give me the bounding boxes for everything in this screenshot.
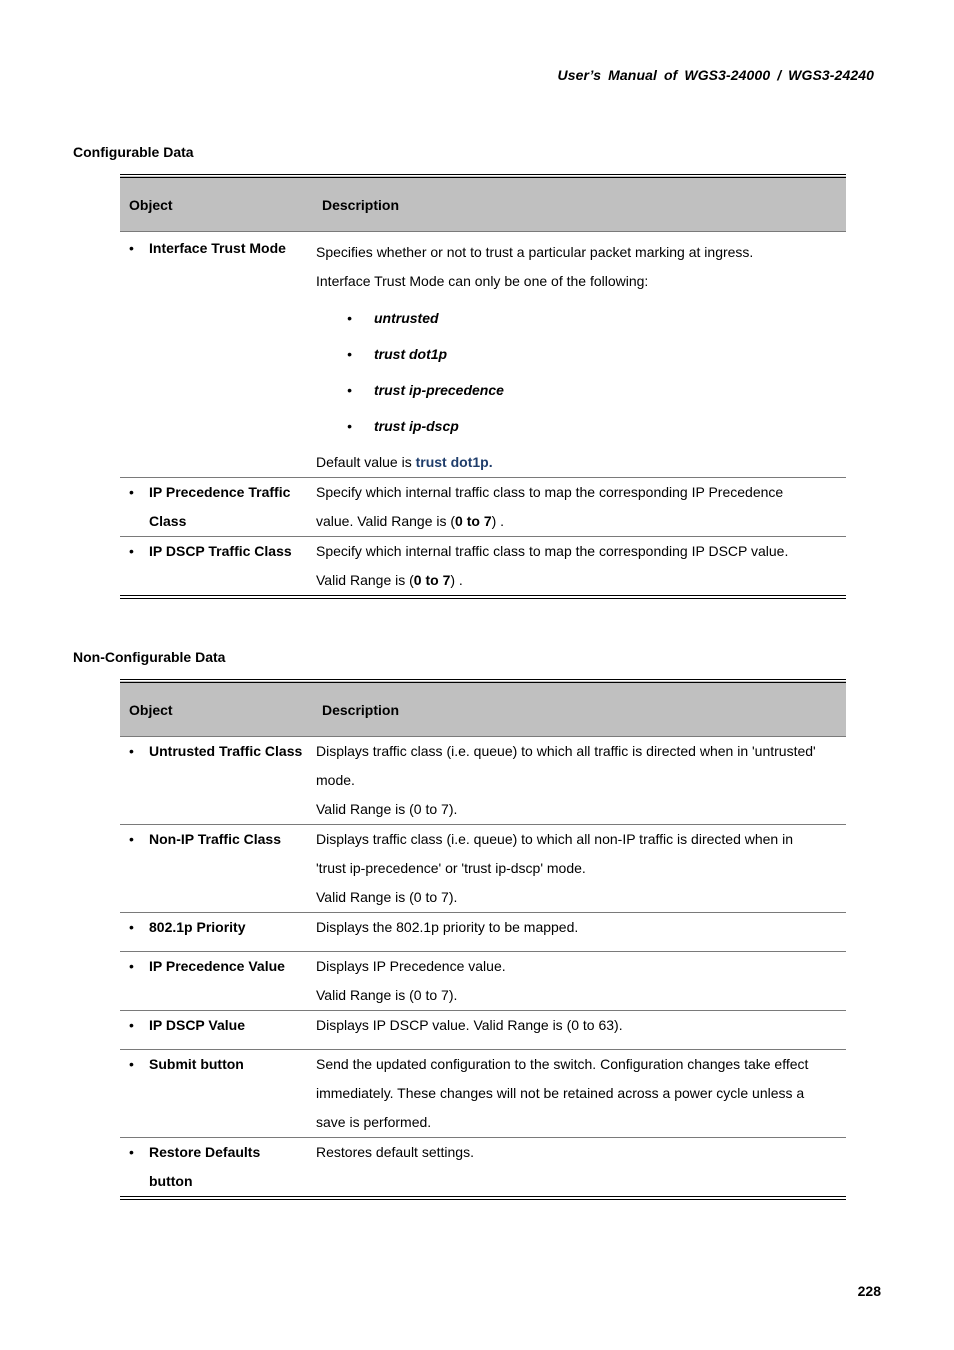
bullet-icon: • <box>129 958 134 974</box>
table-row <box>120 537 846 598</box>
column-header-description: Description <box>313 176 846 232</box>
table-row <box>120 1011 846 1050</box>
table-row <box>120 952 846 1011</box>
description-text: save is performed. <box>316 1114 432 1130</box>
description-text: Restores default settings. <box>316 1144 474 1160</box>
bullet-icon: • <box>347 417 352 434</box>
description-text: value. Valid Range is (0 to 7) . <box>316 513 505 529</box>
bullet-icon: • <box>347 309 352 326</box>
bullet-icon: • <box>347 381 352 398</box>
description-text: 'trust ip-precedence' or 'trust ip-dscp' mode. <box>316 860 586 876</box>
default-value-text: Default value is trust dot1p. <box>316 454 493 470</box>
bullet-icon: • <box>347 345 352 362</box>
description-text: Displays traffic class (i.e. queue) to which all traffic is directed when in 'untrusted' <box>316 743 816 759</box>
object-label: Non-IP Traffic Class <box>149 831 282 847</box>
column-header-description: Description <box>313 681 846 737</box>
list-item: • trust ip-precedence <box>316 372 840 408</box>
object-label: Submit button <box>149 1056 244 1072</box>
bullet-icon: • <box>129 1144 134 1160</box>
description-text: Displays traffic class (i.e. queue) to which all non-IP traffic is directed when in <box>316 831 793 847</box>
object-label: 802.1p Priority <box>149 919 246 935</box>
list-item: • untrusted <box>316 300 840 336</box>
object-label: Untrusted Traffic Class <box>149 743 303 759</box>
bullet-icon: • <box>129 543 134 559</box>
page-number: 228 <box>857 1283 881 1299</box>
description-text: Displays IP DSCP value. Valid Range is (0 to 63). <box>316 1017 623 1033</box>
bullet-icon: • <box>129 484 134 500</box>
table-row <box>120 232 846 478</box>
object-label: IP DSCP Traffic Class <box>149 543 292 559</box>
description-text: Valid Range is (0 to 7). <box>316 889 458 905</box>
bullet-icon: • <box>129 1056 134 1072</box>
description-text: Displays IP Precedence value. <box>316 958 506 974</box>
description-text: mode. <box>316 772 355 788</box>
configurable-data-table <box>120 174 846 599</box>
description-text: Interface Trust Mode can only be one of the following: <box>316 273 649 289</box>
trust-mode-options <box>316 300 840 444</box>
table-row <box>120 1138 846 1199</box>
description-text: Valid Range is (0 to 7) . <box>316 572 463 588</box>
description-text: Valid Range is (0 to 7). <box>316 987 458 1003</box>
table-header-row <box>120 176 846 232</box>
section-title-configurable: Configurable Data <box>73 144 194 160</box>
description-text: Specify which internal traffic class to map the corresponding IP DSCP value. <box>316 543 789 559</box>
table-header-row <box>120 681 846 737</box>
bullet-icon: • <box>129 1017 134 1033</box>
column-header-object: Object <box>120 681 313 737</box>
table-row <box>120 913 846 952</box>
object-label: IP Precedence Traffic Class <box>149 484 291 529</box>
object-label: IP DSCP Value <box>149 1017 245 1033</box>
bullet-icon: • <box>129 831 134 847</box>
description-text: Send the updated configuration to the switch. Configuration changes take effect <box>316 1056 809 1072</box>
object-label: Restore Defaults button <box>149 1144 261 1189</box>
object-label: IP Precedence Value <box>149 958 285 974</box>
table-row <box>120 478 846 537</box>
bullet-icon: • <box>129 743 134 759</box>
list-item: • trust dot1p <box>316 336 840 372</box>
description-text: Specify which internal traffic class to map the corresponding IP Precedence <box>316 484 784 500</box>
section-title-nonconfigurable: Non-Configurable Data <box>73 649 226 665</box>
manual-header-title: User’s Manual of WGS3-24000 / WGS3-24240 <box>557 67 874 83</box>
object-label: Interface Trust Mode <box>149 240 286 256</box>
description-text: Displays the 802.1p priority to be mapped. <box>316 919 579 935</box>
default-value-link: trust dot1p <box>415 454 489 470</box>
table-row <box>120 1050 846 1138</box>
description-text: immediately. These changes will not be retained across a power cycle unless a <box>316 1085 805 1101</box>
description-text: Valid Range is (0 to 7). <box>316 801 458 817</box>
bullet-icon: • <box>129 919 134 935</box>
table-row <box>120 737 846 825</box>
description-text: Specifies whether or not to trust a particular packet marking at ingress. <box>316 244 754 260</box>
nonconfigurable-data-table <box>120 679 846 1200</box>
bullet-icon: • <box>129 240 134 256</box>
table-row <box>120 825 846 913</box>
list-item: • trust ip-dscp <box>316 408 840 444</box>
column-header-object: Object <box>120 176 313 232</box>
